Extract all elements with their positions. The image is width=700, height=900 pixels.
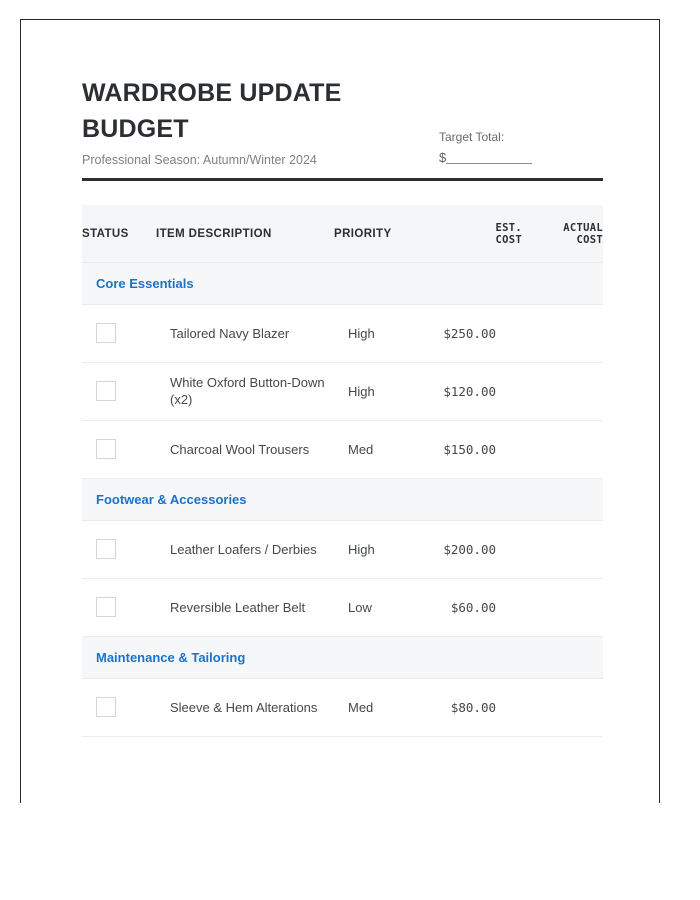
category-label: Footwear & Accessories	[82, 478, 603, 520]
table-row	[82, 362, 603, 420]
est-cost-cell: $60.00	[428, 578, 522, 636]
item-description-cell: White Oxford Button-Down (x2)	[156, 362, 334, 420]
column-header-actual-cost-line-1: ACTUAL	[563, 221, 603, 234]
status-checkbox[interactable]	[96, 439, 116, 459]
actual-cost-cell[interactable]	[522, 578, 603, 636]
page-title	[82, 76, 412, 147]
title-block	[82, 76, 412, 168]
status-cell	[82, 678, 156, 736]
column-header-est-cost	[428, 205, 522, 262]
page-title-line-1: WARDROBE UPDATE	[82, 79, 342, 107]
document-page	[20, 19, 660, 803]
est-cost-cell: $200.00	[428, 520, 522, 578]
status-checkbox[interactable]	[96, 597, 116, 617]
category-row	[82, 262, 603, 304]
priority-cell: Low	[334, 578, 428, 636]
target-total-field[interactable]	[439, 150, 589, 165]
actual-cost-cell[interactable]	[522, 678, 603, 736]
table-header-row	[82, 205, 603, 262]
category-row	[82, 636, 603, 678]
table-body	[82, 262, 603, 736]
actual-cost-cell[interactable]	[522, 362, 603, 420]
table-row	[82, 578, 603, 636]
document-header	[82, 76, 603, 181]
column-header-est-cost-line-2: COST	[495, 233, 522, 246]
est-cost-cell: $150.00	[428, 420, 522, 478]
page-subtitle: Professional Season: Autumn/Winter 2024	[82, 153, 317, 167]
target-total-block	[439, 129, 589, 165]
actual-cost-cell[interactable]	[522, 304, 603, 362]
status-cell	[82, 520, 156, 578]
priority-cell: Med	[334, 678, 428, 736]
column-header-status: STATUS	[82, 227, 129, 240]
item-description-cell: Sleeve & Hem Alterations	[156, 678, 334, 736]
est-cost-cell: $120.00	[428, 362, 522, 420]
column-header-est-cost-line-1: EST.	[495, 221, 522, 234]
column-header-priority: PRIORITY	[334, 227, 392, 240]
column-header-actual-cost	[522, 205, 603, 262]
status-checkbox[interactable]	[96, 539, 116, 559]
status-checkbox[interactable]	[96, 381, 116, 401]
status-checkbox[interactable]	[96, 323, 116, 343]
priority-cell: Med	[334, 420, 428, 478]
target-total-blank-line[interactable]	[446, 151, 532, 164]
category-row	[82, 478, 603, 520]
status-cell	[82, 420, 156, 478]
table-header	[82, 205, 603, 262]
currency-symbol: $	[439, 150, 447, 166]
status-cell	[82, 304, 156, 362]
actual-cost-cell[interactable]	[522, 420, 603, 478]
item-description-cell: Tailored Navy Blazer	[156, 304, 334, 362]
est-cost-cell: $80.00	[428, 678, 522, 736]
actual-cost-cell[interactable]	[522, 520, 603, 578]
item-description-cell: Charcoal Wool Trousers	[156, 420, 334, 478]
priority-cell: High	[334, 362, 428, 420]
page-title-line-2: BUDGET	[82, 114, 189, 143]
priority-cell: High	[334, 304, 428, 362]
status-checkbox[interactable]	[96, 697, 116, 717]
category-label: Core Essentials	[82, 262, 603, 304]
document-body	[82, 76, 603, 737]
item-description-cell: Leather Loafers / Derbies	[156, 520, 334, 578]
status-cell	[82, 578, 156, 636]
table-row	[82, 520, 603, 578]
table-row	[82, 304, 603, 362]
budget-table	[82, 205, 603, 737]
category-label: Maintenance & Tailoring	[82, 636, 603, 678]
column-header-actual-cost-line-2: COST	[576, 233, 603, 246]
item-description-cell: Reversible Leather Belt	[156, 578, 334, 636]
table-row	[82, 420, 603, 478]
table-row	[82, 678, 603, 736]
est-cost-cell: $250.00	[428, 304, 522, 362]
column-header-item-description: ITEM DESCRIPTION	[156, 227, 272, 240]
priority-cell: High	[334, 520, 428, 578]
target-total-label: Target Total:	[439, 130, 505, 144]
status-cell	[82, 362, 156, 420]
